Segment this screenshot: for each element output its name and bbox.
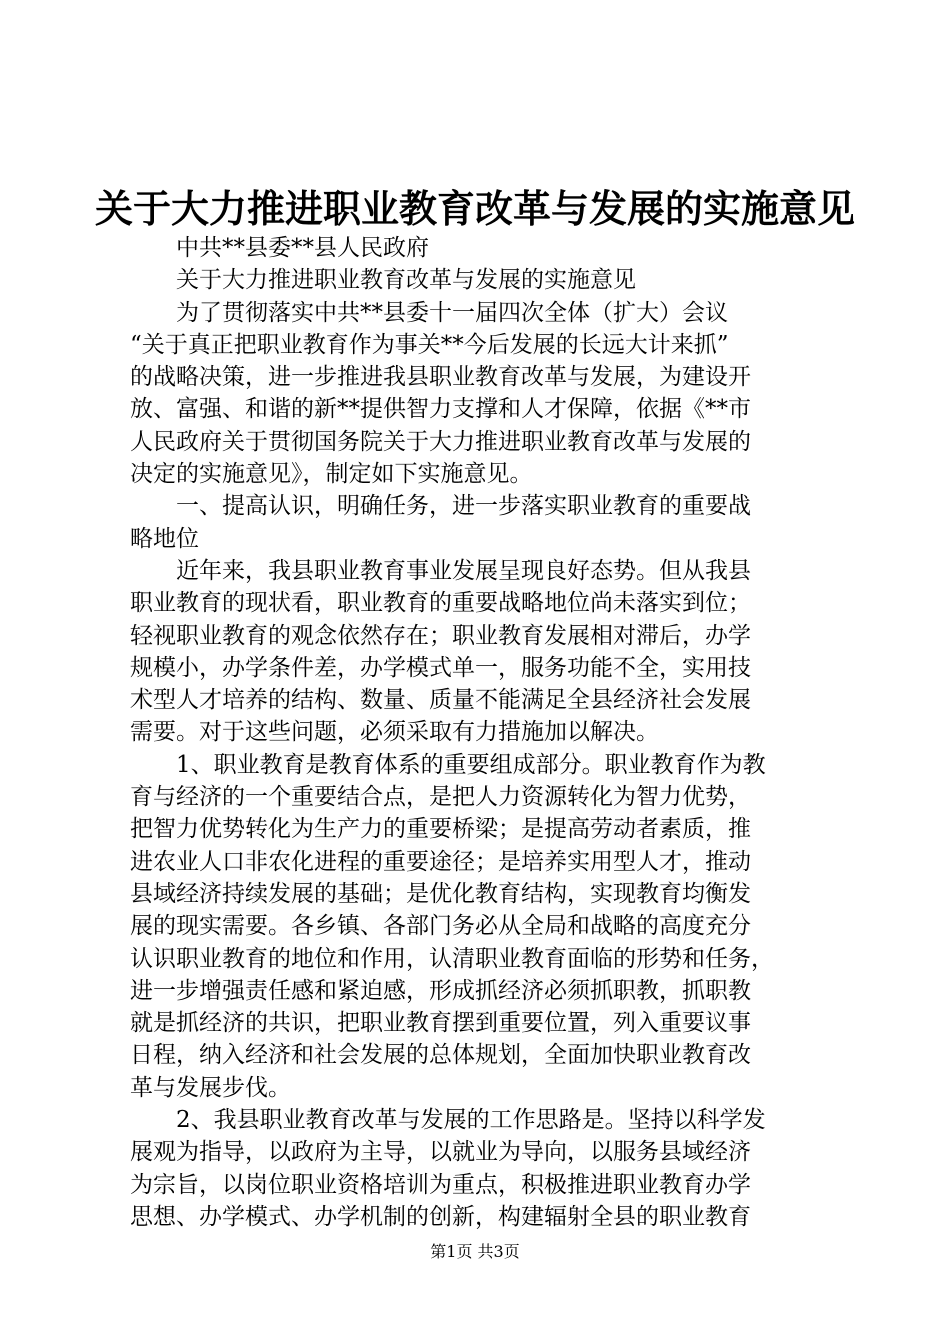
body-text-line: 把智力优势转化为生产力的重要桥梁；是提高劳动者素质，推	[130, 816, 751, 843]
body-text-line: 就是抓经济的共识，把职业教育摆到重要位置，列入重要议事	[130, 1010, 751, 1037]
document-body	[130, 232, 830, 1233]
body-text-line: 中共**县委**县人民政府	[130, 235, 429, 261]
body-text-line: 县域经济持续发展的基础；是优化教育结构，实现教育均衡发	[130, 880, 751, 907]
body-text-line: 人民政府关于贯彻国务院关于大力推进职业教育改革与发展的	[130, 428, 751, 455]
body-text-line: 认识职业教育的地位和作用，认清职业教育面临的形势和任务，	[130, 945, 774, 972]
body-text-line: 为宗旨，以岗位职业资格培训为重点，积极推进职业教育办学	[130, 1171, 751, 1198]
body-text-line: 进农业人口非农化进程的重要途径；是培养实用型人才，推动	[130, 848, 751, 875]
body-text-line: 略地位	[130, 525, 199, 552]
page-footer: 第1页 共3页	[430, 1242, 520, 1261]
body-text-line: 术型人才培养的结构、数量、质量不能满足全县经济社会发展	[130, 687, 751, 714]
body-text-line: 思想、办学模式、办学机制的创新，构建辐射全县的职业教育	[130, 1203, 751, 1230]
document-title: 关于大力推进职业教育改革与发展的实施意见	[94, 186, 855, 231]
body-text-line: 一、提高认识，明确任务，进一步落实职业教育的重要战	[130, 493, 751, 520]
body-text-line: 1、职业教育是教育体系的重要组成部分。职业教育作为教	[130, 751, 766, 778]
body-text-line: 为了贯彻落实中共**县委十一届四次全体（扩大）会议	[130, 299, 728, 326]
body-text-line: 关于大力推进职业教育改革与发展的实施意见	[130, 267, 636, 294]
body-text-line: 规模小，办学条件差，办学模式单一，服务功能不全，实用技	[130, 654, 751, 681]
body-text-line: 日程，纳入经济和社会发展的总体规划，全面加快职业教育改	[130, 1042, 751, 1069]
body-text-line: 需要。对于这些问题，必须采取有力措施加以解决。	[130, 719, 659, 746]
body-text-line: 放、富强、和谐的新**提供智力支撑和人才保障，依据《**市	[130, 396, 751, 423]
body-text-line: 轻视职业教育的观念依然存在；职业教育发展相对滞后，办学	[130, 622, 751, 649]
body-text-line: 进一步增强责任感和紧迫感，形成抓经济必须抓职教，抓职教	[130, 977, 751, 1004]
body-text-line: 决定的实施意见》，制定如下实施意见。	[130, 461, 533, 488]
body-text-line: 展观为指导，以政府为主导，以就业为导向，以服务县域经济	[130, 1139, 751, 1166]
body-text-line: 革与发展步伐。	[130, 1074, 291, 1101]
body-text-line: “关于真正把职业教育作为事关**今后发展的长远大计来抓”	[130, 331, 729, 358]
body-text-line: 育与经济的一个重要结合点，是把人力资源转化为智力优势，	[130, 784, 751, 811]
body-text-line: 2、我县职业教育改革与发展的工作思路是。坚持以科学发	[130, 1107, 766, 1134]
body-text-line: 展的现实需要。各乡镇、各部门务必从全局和战略的高度充分	[130, 913, 751, 940]
body-text-line: 的战略决策，进一步推进我县职业教育改革与发展，为建设开	[130, 364, 751, 391]
body-text-line: 近年来，我县职业教育事业发展呈现良好态势。但从我县	[130, 557, 751, 584]
body-text-line: 职业教育的现状看，职业教育的重要战略地位尚未落实到位；	[130, 590, 751, 617]
